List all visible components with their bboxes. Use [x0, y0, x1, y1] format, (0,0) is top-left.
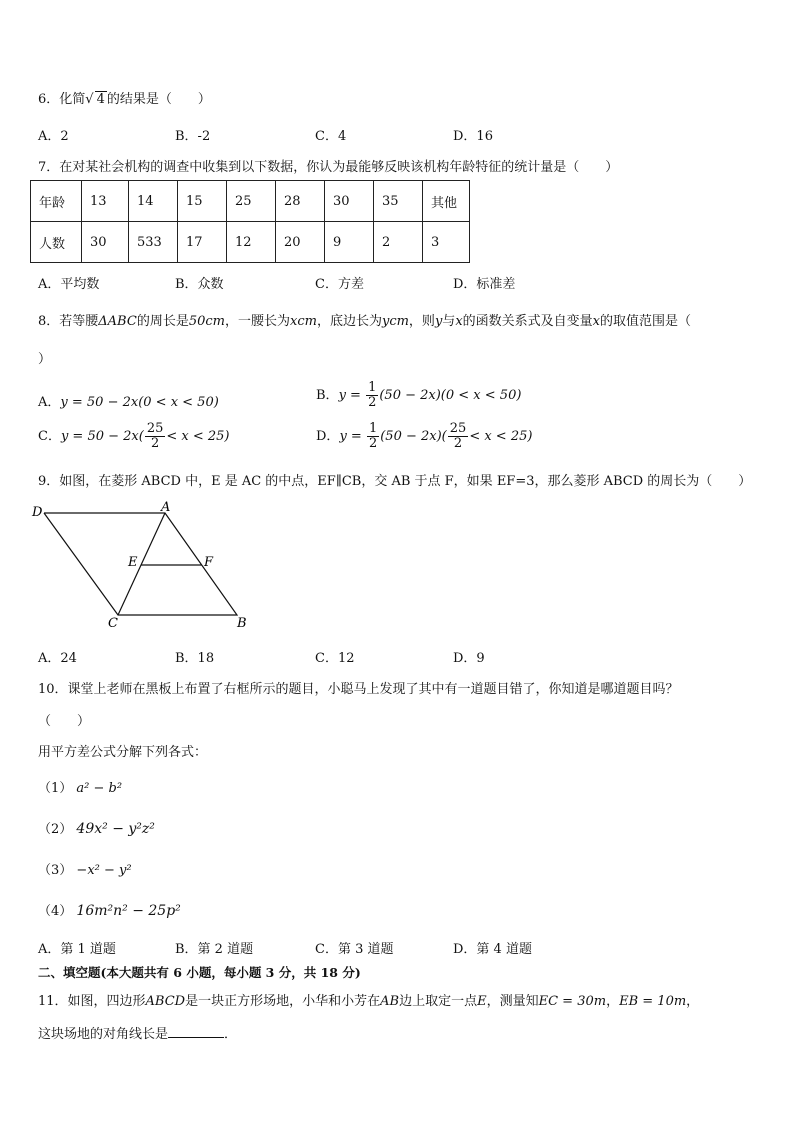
option-label: C．: [38, 429, 61, 444]
item-number: （2）: [38, 822, 73, 837]
option-expr: y =: [339, 429, 366, 444]
table-cell: 30: [82, 222, 129, 263]
fraction: [366, 381, 378, 410]
fraction: [448, 422, 469, 451]
item-expr: −x² − y²: [76, 863, 132, 878]
table-cell: 20: [276, 222, 325, 263]
triangle-symbol: ΔABC: [98, 314, 137, 329]
table-cell: 17: [178, 222, 227, 263]
numerator: 25: [449, 421, 467, 436]
q8-stem: [38, 310, 691, 329]
q6-pre: 6．化简: [38, 92, 86, 107]
var-x: x: [592, 314, 601, 329]
q9-options: [38, 647, 758, 667]
q10-item-4: [38, 900, 181, 919]
answer-blank[interactable]: [168, 1037, 224, 1038]
text: 是一块正方形场地，小华和小芳在: [185, 994, 381, 1009]
numerator: 1: [368, 421, 378, 436]
text: 与: [442, 314, 456, 329]
perimeter-value: 50cm: [188, 314, 225, 329]
q7-stem: 7．在对某社会机构的调查中收集到以下数据，你认为最能够反映该机构年龄特征的统计量是（ ）: [38, 160, 619, 175]
q10-option-a[interactable]: A．第 1 道题: [38, 942, 116, 957]
q10-item-2: [38, 818, 155, 837]
table-cell: 15: [178, 181, 227, 222]
option-expr: (50 − 2x)(0 < x < 50): [379, 388, 522, 403]
text: ，则: [408, 314, 435, 329]
numerator: 1: [368, 380, 377, 395]
table-cell: 533: [129, 222, 178, 263]
q7-options: [38, 273, 758, 293]
q10-option-d[interactable]: D．第 4 道题: [453, 942, 532, 957]
q6-option-c[interactable]: C．4: [315, 129, 347, 144]
q8-stem-close: ）: [38, 352, 52, 367]
q6-option-b[interactable]: B．-2: [175, 129, 211, 144]
text: 的周长是: [136, 314, 189, 329]
q8-option-b[interactable]: [316, 381, 521, 410]
label-f: F: [204, 555, 214, 570]
text: 边上取定一点: [399, 994, 478, 1009]
option-label: A．: [38, 395, 61, 410]
option-expr: y =: [338, 388, 366, 403]
table-row-count: [31, 222, 470, 263]
fraction: [145, 422, 166, 451]
table-cell: 13: [82, 181, 129, 222]
label-a: A: [161, 500, 171, 515]
q11-stem: [38, 990, 699, 1009]
label-e: E: [128, 555, 138, 570]
q11-line2: [38, 1023, 237, 1042]
item-number: （1）: [38, 781, 73, 796]
denominator: 2: [150, 436, 160, 451]
measure-eb: EB = 10m: [619, 994, 687, 1009]
table-cell: 14: [129, 181, 178, 222]
text: ，: [606, 994, 620, 1009]
item-number: （3）: [38, 863, 73, 878]
table-cell: 3: [423, 222, 470, 263]
label-b: B: [237, 616, 247, 631]
table-cell: 2: [374, 222, 423, 263]
q7-data-table: [30, 180, 470, 263]
option-expr: (50 − 2x)(: [380, 429, 447, 444]
base-length: ycm: [381, 314, 409, 329]
side-ab: AB: [380, 994, 400, 1009]
denominator: 2: [368, 436, 378, 451]
item-number: （4）: [38, 904, 73, 919]
option-expr: y = 50 − 2x(0 < x < 50): [60, 395, 219, 410]
table-cell: 年龄: [31, 181, 82, 222]
q8-option-a[interactable]: [38, 391, 219, 410]
q10-option-b[interactable]: B．第 2 道题: [175, 942, 254, 957]
table-cell: 25: [227, 181, 276, 222]
text: 8．若等腰: [38, 314, 99, 329]
table-cell: 28: [276, 181, 325, 222]
option-expr: y = 50 − 2x(: [60, 429, 144, 444]
q10-task: 用平方差公式分解下列各式：: [38, 745, 208, 760]
text: 11．如图，四边形: [38, 994, 146, 1009]
item-expr: 16m²n² − 25p²: [76, 903, 181, 919]
var-x: x: [455, 314, 463, 329]
sqrt-symbol: √: [85, 92, 94, 107]
text: ．: [224, 1027, 238, 1042]
text: 这块场地的对角线长是: [38, 1027, 169, 1042]
table-cell: 人数: [31, 222, 82, 263]
table-cell: 30: [325, 181, 374, 222]
leg-length: xcm: [290, 314, 317, 329]
q9-option-c[interactable]: C．12: [315, 651, 355, 666]
rhombus-figure: [30, 498, 260, 633]
quad-abcd: ABCD: [145, 994, 186, 1009]
q9-option-b[interactable]: B．18: [175, 651, 215, 666]
label-c: C: [108, 616, 118, 631]
q8-options-row1: [38, 380, 758, 411]
q8-option-c[interactable]: [38, 422, 230, 451]
item-expr: 49x² − y²z²: [76, 821, 155, 837]
q6-option-a[interactable]: A．2: [38, 129, 69, 144]
option-expr: < x < 25): [469, 429, 533, 444]
measure-ec: EC = 30m: [538, 994, 607, 1009]
q8-option-d[interactable]: [316, 422, 532, 451]
q6-option-d[interactable]: D．16: [453, 129, 493, 144]
q7-option-a[interactable]: A．平均数: [38, 277, 100, 292]
q10-paren: （ ）: [38, 714, 91, 729]
option-label: B．: [316, 388, 339, 403]
option-expr: < x < 25): [166, 429, 230, 444]
q9-stem: 9．如图，在菱形 ABCD 中，E 是 AC 的中点，EF∥CB，交 AB 于点 F，如果 EF=3，那么菱形 ABCD 的周长为（ ）: [38, 474, 752, 489]
table-row-age: [31, 181, 470, 222]
text: ，一腰长为: [224, 314, 290, 329]
q7-option-d[interactable]: D．标准差: [453, 277, 516, 292]
q9-option-d[interactable]: D．9: [453, 651, 485, 666]
q10-item-3: [38, 859, 132, 878]
q10-item-1: [38, 777, 122, 796]
q7-option-b[interactable]: B．众数: [175, 277, 224, 292]
q6-stem: [38, 88, 211, 107]
fraction: [367, 422, 379, 451]
item-expr: a² − b²: [76, 781, 123, 796]
table-cell: 其他: [423, 181, 470, 222]
section-heading: 二、填空题(本大题共有 6 小题，每小题 3 分，共 18 分): [38, 965, 361, 980]
point-e: E: [477, 994, 487, 1009]
text: 的函数关系式及自变量: [462, 314, 593, 329]
text: ，: [686, 994, 700, 1009]
q6-radicand: 4: [96, 92, 105, 107]
q10-stem: 10．课堂上老师在黑板上布置了右框所示的题目，小聪马上发现了其中有一道题目错了，你知道是哪道题目吗？: [38, 682, 679, 697]
var-y: y: [434, 314, 443, 329]
q10-option-c[interactable]: C．第 3 道题: [315, 942, 394, 957]
q7-option-c[interactable]: C．方差: [315, 277, 364, 292]
text: ，测量知: [486, 994, 539, 1009]
denominator: 2: [368, 395, 377, 410]
text: 的取值范围是（: [600, 314, 692, 329]
q8-options-row2: [38, 421, 758, 452]
q10-options: [38, 938, 758, 958]
table-cell: 35: [374, 181, 423, 222]
q6-post: 的结果是（ ）: [106, 92, 211, 107]
label-d: D: [32, 505, 43, 520]
text: ，底边长为: [316, 314, 382, 329]
table-cell: 12: [227, 222, 276, 263]
q9-option-a[interactable]: A．24: [38, 651, 77, 666]
option-label: D．: [316, 429, 340, 444]
denominator: 2: [453, 436, 463, 451]
q6-options: [38, 125, 758, 145]
diagonal-ac: [118, 513, 165, 615]
table-cell: 9: [325, 222, 374, 263]
numerator: 25: [146, 421, 164, 436]
